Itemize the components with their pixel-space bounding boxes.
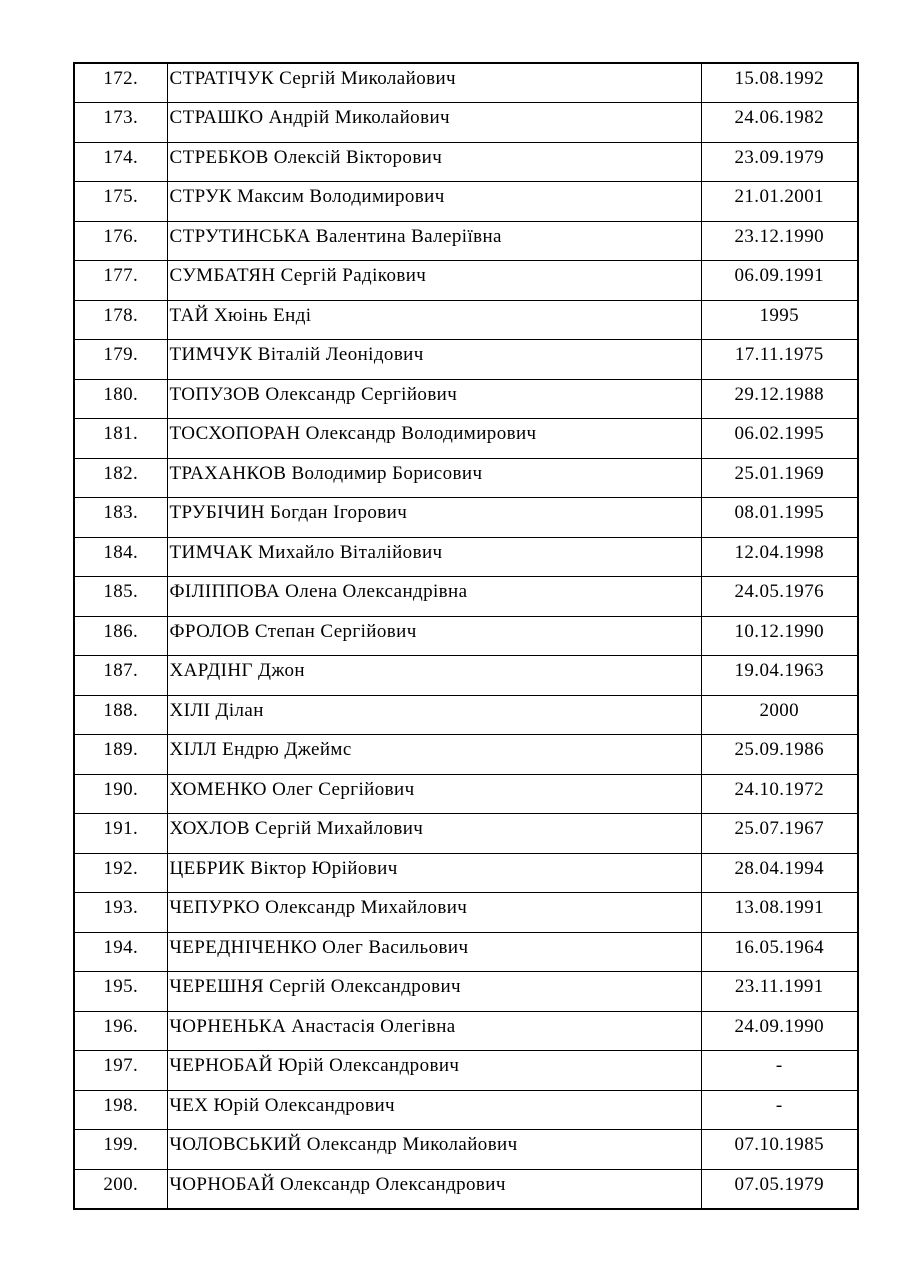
- birth-date-cell: 07.05.1979: [701, 1169, 858, 1209]
- table-row: [74, 893, 858, 933]
- table-row: [74, 142, 858, 182]
- row-number-cell: 173.: [74, 103, 167, 143]
- birth-date-cell: 1995: [701, 300, 858, 340]
- row-number-cell: 200.: [74, 1169, 167, 1209]
- person-name-cell: ФІЛІППОВА Олена Олександрівна: [167, 577, 701, 617]
- birth-date-cell: -: [701, 1090, 858, 1130]
- table-row: [74, 537, 858, 577]
- birth-date-cell: 15.08.1992: [701, 63, 858, 103]
- row-number-cell: 177.: [74, 261, 167, 301]
- row-number-cell: 187.: [74, 656, 167, 696]
- row-number-cell: 197.: [74, 1051, 167, 1091]
- table-row: [74, 1090, 858, 1130]
- table-row: [74, 853, 858, 893]
- person-name-cell: СТРАШКО Андрій Миколайович: [167, 103, 701, 143]
- birth-date-cell: 16.05.1964: [701, 932, 858, 972]
- person-name-cell: ХОМЕНКО Олег Сергійович: [167, 774, 701, 814]
- person-name-cell: ТРУБІЧИН Богдан Ігорович: [167, 498, 701, 538]
- row-number-cell: 180.: [74, 379, 167, 419]
- table-row: [74, 340, 858, 380]
- table-row: [74, 774, 858, 814]
- table-row: [74, 221, 858, 261]
- birth-date-cell: 23.11.1991: [701, 972, 858, 1012]
- table-row: [74, 616, 858, 656]
- row-number-cell: 195.: [74, 972, 167, 1012]
- row-number-cell: 183.: [74, 498, 167, 538]
- birth-date-cell: 23.12.1990: [701, 221, 858, 261]
- person-name-cell: СУМБАТЯН Сергій Радікович: [167, 261, 701, 301]
- birth-date-cell: 24.09.1990: [701, 1011, 858, 1051]
- person-name-cell: ТИМЧУК Віталій Леонідович: [167, 340, 701, 380]
- person-name-cell: СТРЕБКОВ Олексій Вікторович: [167, 142, 701, 182]
- table-row: [74, 577, 858, 617]
- row-number-cell: 174.: [74, 142, 167, 182]
- birth-date-cell: -: [701, 1051, 858, 1091]
- row-number-cell: 192.: [74, 853, 167, 893]
- person-name-cell: ТОПУЗОВ Олександр Сергійович: [167, 379, 701, 419]
- table-row: [74, 498, 858, 538]
- birth-date-cell: 21.01.2001: [701, 182, 858, 222]
- person-name-cell: ЧОРНЕНЬКА Анастасія Олегівна: [167, 1011, 701, 1051]
- birth-date-cell: 13.08.1991: [701, 893, 858, 933]
- person-name-cell: ЧОРНОБАЙ Олександр Олександрович: [167, 1169, 701, 1209]
- table-row: [74, 1130, 858, 1170]
- person-name-cell: ЧЕРНОБАЙ Юрій Олександрович: [167, 1051, 701, 1091]
- row-number-cell: 189.: [74, 735, 167, 775]
- person-name-cell: ЧЕРЕДНІЧЕНКО Олег Васильович: [167, 932, 701, 972]
- birth-date-cell: 12.04.1998: [701, 537, 858, 577]
- person-name-cell: ХАРДІНГ Джон: [167, 656, 701, 696]
- row-number-cell: 185.: [74, 577, 167, 617]
- birth-date-cell: 17.11.1975: [701, 340, 858, 380]
- table-row: [74, 814, 858, 854]
- birth-date-cell: 24.06.1982: [701, 103, 858, 143]
- table-row: [74, 656, 858, 696]
- row-number-cell: 184.: [74, 537, 167, 577]
- table-row: [74, 300, 858, 340]
- table-row: [74, 103, 858, 143]
- table-row: [74, 932, 858, 972]
- row-number-cell: 188.: [74, 695, 167, 735]
- row-number-cell: 178.: [74, 300, 167, 340]
- person-name-cell: ТИМЧАК Михайло Віталійович: [167, 537, 701, 577]
- person-name-cell: ЧЕРЕШНЯ Сергій Олександрович: [167, 972, 701, 1012]
- person-name-cell: ЧЕПУРКО Олександр Михайлович: [167, 893, 701, 933]
- table-row: [74, 1051, 858, 1091]
- row-number-cell: 193.: [74, 893, 167, 933]
- person-name-cell: ФРОЛОВ Степан Сергійович: [167, 616, 701, 656]
- row-number-cell: 179.: [74, 340, 167, 380]
- birth-date-cell: 23.09.1979: [701, 142, 858, 182]
- table-row: [74, 261, 858, 301]
- table-row: [74, 458, 858, 498]
- row-number-cell: 176.: [74, 221, 167, 261]
- row-number-cell: 194.: [74, 932, 167, 972]
- person-name-cell: СТРАТІЧУК Сергій Миколайович: [167, 63, 701, 103]
- birth-date-cell: 2000: [701, 695, 858, 735]
- birth-date-cell: 29.12.1988: [701, 379, 858, 419]
- table-row: [74, 1169, 858, 1209]
- person-name-cell: ТРАХАНКОВ Володимир Борисович: [167, 458, 701, 498]
- person-name-cell: ХІЛЛ Ендрю Джеймс: [167, 735, 701, 775]
- birth-date-cell: 25.01.1969: [701, 458, 858, 498]
- table-body: [74, 63, 858, 1209]
- row-number-cell: 175.: [74, 182, 167, 222]
- row-number-cell: 191.: [74, 814, 167, 854]
- row-number-cell: 181.: [74, 419, 167, 459]
- birth-date-cell: 07.10.1985: [701, 1130, 858, 1170]
- person-name-cell: ХІЛІ Ділан: [167, 695, 701, 735]
- table-row: [74, 419, 858, 459]
- birth-date-cell: 24.10.1972: [701, 774, 858, 814]
- row-number-cell: 182.: [74, 458, 167, 498]
- birth-date-cell: 06.02.1995: [701, 419, 858, 459]
- table-row: [74, 379, 858, 419]
- birth-date-cell: 25.07.1967: [701, 814, 858, 854]
- person-name-cell: ЦЕБРИК Віктор Юрійович: [167, 853, 701, 893]
- table-row: [74, 735, 858, 775]
- row-number-cell: 198.: [74, 1090, 167, 1130]
- row-number-cell: 172.: [74, 63, 167, 103]
- row-number-cell: 186.: [74, 616, 167, 656]
- birth-date-cell: 25.09.1986: [701, 735, 858, 775]
- person-name-cell: ХОХЛОВ Сергій Михайлович: [167, 814, 701, 854]
- row-number-cell: 199.: [74, 1130, 167, 1170]
- birth-date-cell: 08.01.1995: [701, 498, 858, 538]
- birth-date-cell: 19.04.1963: [701, 656, 858, 696]
- person-name-cell: ЧЕХ Юрій Олександрович: [167, 1090, 701, 1130]
- birth-date-cell: 06.09.1991: [701, 261, 858, 301]
- row-number-cell: 196.: [74, 1011, 167, 1051]
- person-name-cell: СТРУТИНСЬКА Валентина Валеріївна: [167, 221, 701, 261]
- row-number-cell: 190.: [74, 774, 167, 814]
- birth-date-cell: 10.12.1990: [701, 616, 858, 656]
- birth-date-cell: 24.05.1976: [701, 577, 858, 617]
- table-row: [74, 182, 858, 222]
- table-row: [74, 63, 858, 103]
- table-row: [74, 1011, 858, 1051]
- table-row: [74, 695, 858, 735]
- person-name-cell: ЧОЛОВСЬКИЙ Олександр Миколайович: [167, 1130, 701, 1170]
- persons-table: [73, 62, 859, 1210]
- person-name-cell: СТРУК Максим Володимирович: [167, 182, 701, 222]
- birth-date-cell: 28.04.1994: [701, 853, 858, 893]
- person-name-cell: ТОСХОПОРАН Олександр Володимирович: [167, 419, 701, 459]
- table-row: [74, 972, 858, 1012]
- person-name-cell: ТАЙ Хюінь Енді: [167, 300, 701, 340]
